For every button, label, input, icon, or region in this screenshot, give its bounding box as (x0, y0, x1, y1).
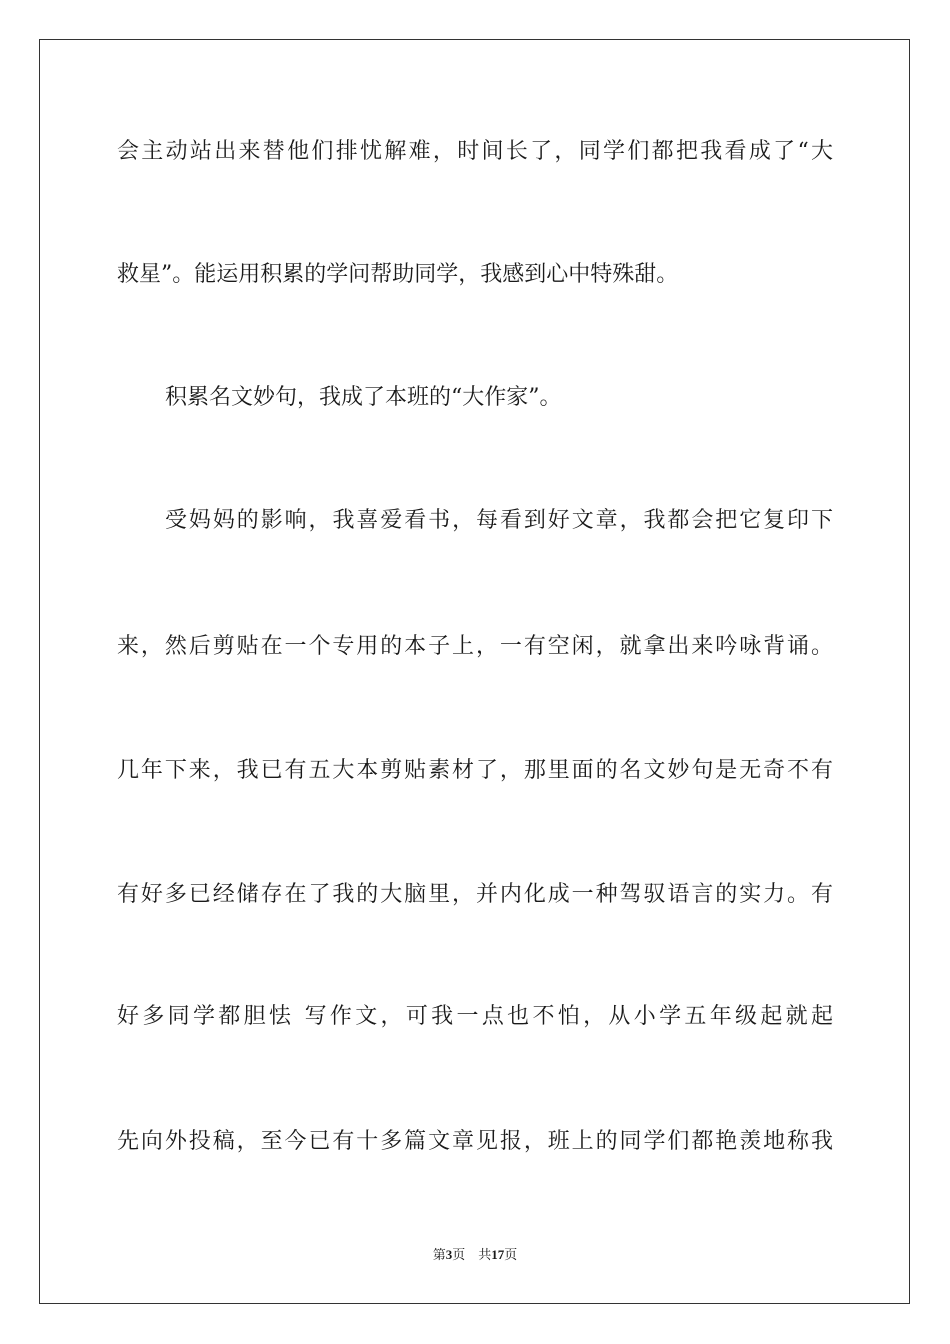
total-prefix: 共 (478, 1247, 492, 1262)
page-border (39, 39, 910, 1304)
total-pages: 17 (491, 1247, 505, 1262)
text-line-7: 有好多已经储存在了我的大脑里，并内化成一种驾驭语言的实力。有 (117, 882, 833, 907)
text-line-1: 会主动站出来替他们排忧解难，时间长了，同学们都把我看成了“大 (117, 139, 833, 164)
page-number: 3 (445, 1247, 453, 1262)
page-suffix: 页 (452, 1247, 466, 1262)
text-line-6: 几年下来，我已有五大本剪贴素材了，那里面的名文妙句是无奇不有 (117, 758, 833, 783)
page-footer (0, 1246, 950, 1264)
text-line-9: 先向外投稿，至今已有十多篇文章见报，班上的同学们都艳羡地称我 (117, 1129, 833, 1154)
text-line-4: 受妈妈的影响，我喜爱看书，每看到好文章，我都会把它复印下 (165, 508, 833, 533)
text-line-5: 来，然后剪贴在一个专用的本子上，一有空闲，就拿出来吟咏背诵。 (117, 634, 833, 659)
page-prefix: 第 (432, 1247, 446, 1262)
paragraph-heading-line: 积累名文妙句，我成了本班的“大作家”。 (165, 385, 562, 410)
total-suffix: 页 (504, 1247, 518, 1262)
text-line-8: 好多同学都胆怯 写作文，可我一点也不怕，从小学五年级起就起 (117, 1004, 833, 1029)
text-line-2: 救星”。能运用积累的学问帮助同学，我感到心中特殊甜。 (117, 262, 679, 287)
